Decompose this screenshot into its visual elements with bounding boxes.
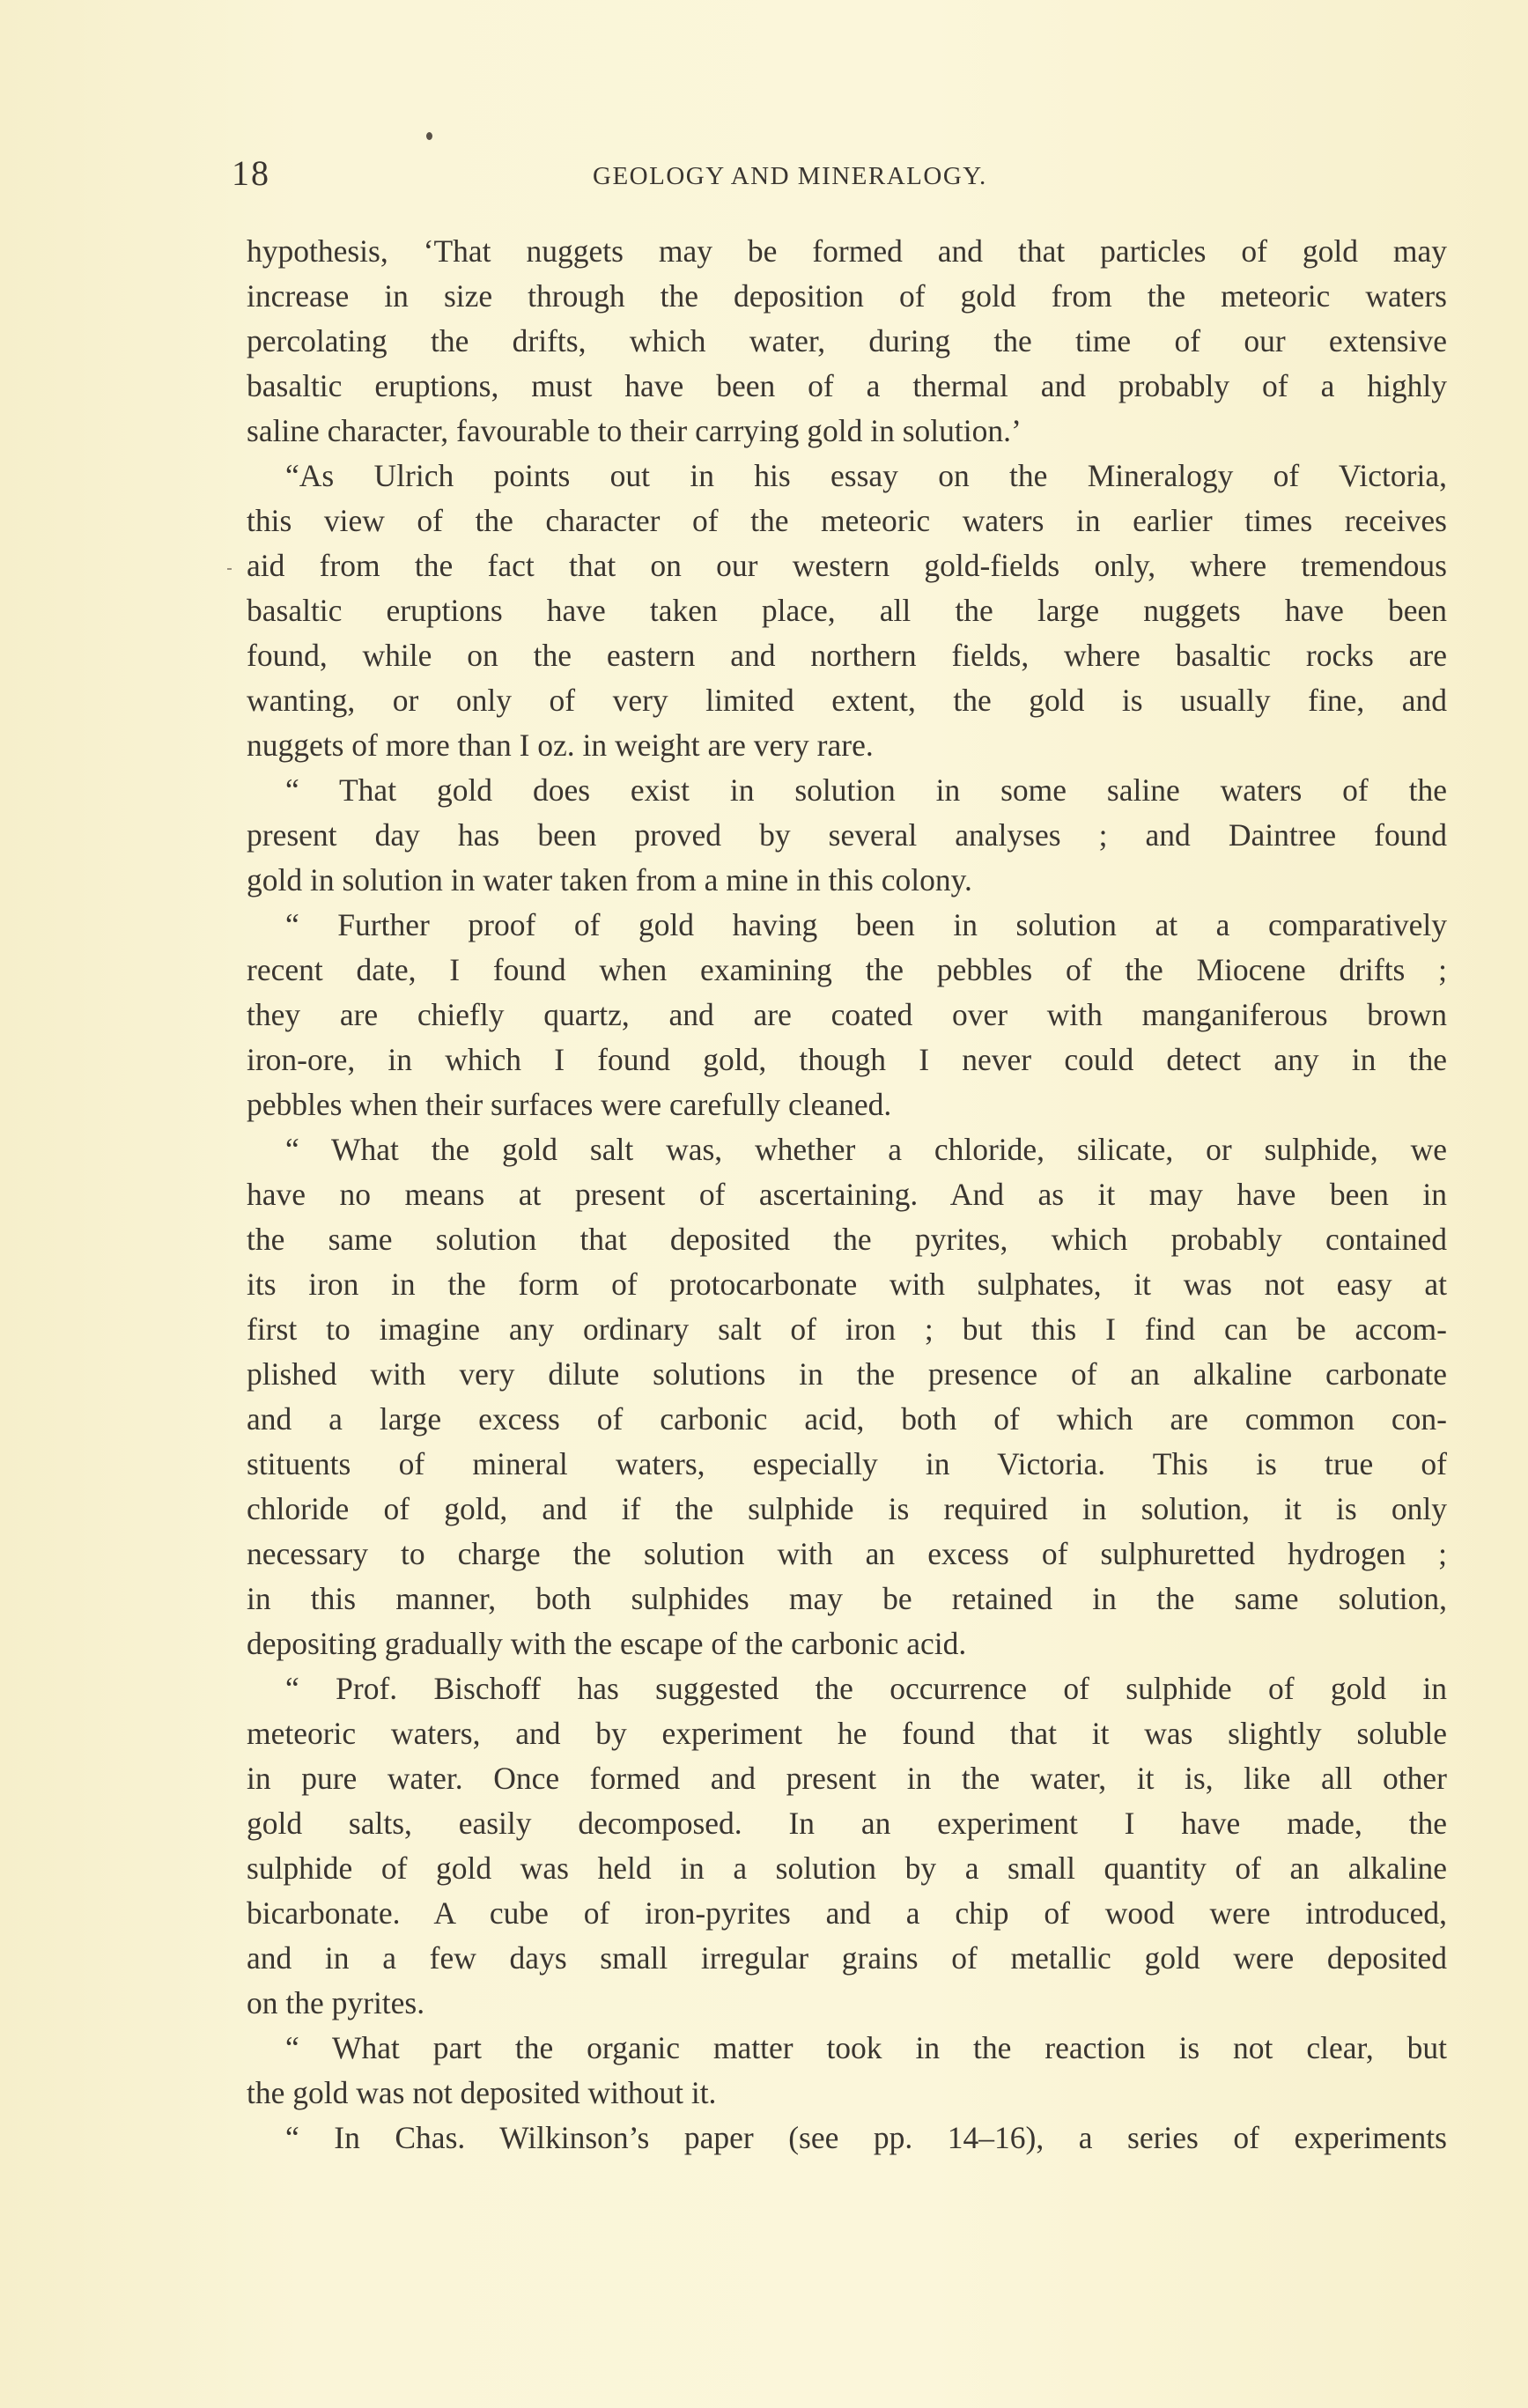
- text-line: hypothesis, ‘That nuggets may be formed and that particles of gold may: [247, 233, 1447, 269]
- text-line: “As Ulrich points out in his essay on the Mineralogy of Victoria,: [285, 458, 1447, 493]
- text-line: gold in solution in water taken from a mine in this colony.: [247, 862, 972, 897]
- text-line: “ Prof. Bischoff has suggested the occurrence of sulphide of gold in: [285, 1671, 1447, 1706]
- running-head: [232, 151, 1447, 196]
- paragraph-2: [247, 454, 1447, 768]
- text-line: stituents of mineral waters, especially in Victoria. This is true of: [247, 1446, 1447, 1481]
- text-line: “ Further proof of gold having been in solution at a comparatively: [285, 907, 1447, 942]
- text-line: plished with very dilute solutions in the presence of an alkaline carbonate: [247, 1356, 1447, 1392]
- text-line: nuggets of more than I oz. in weight are very rare.: [247, 728, 874, 763]
- text-line: found, while on the eastern and northern fields, where basaltic rocks are: [247, 638, 1447, 673]
- text-line: present day has been proved by several analyses ; and Daintree found: [247, 817, 1447, 853]
- text-line: saline character, favourable to their carrying gold in solution.’: [247, 413, 1022, 448]
- margin-mark: [227, 568, 232, 570]
- text-line: meteoric waters, and by experiment he found that it was slightly soluble: [247, 1716, 1447, 1751]
- body-text: [247, 229, 1447, 2161]
- paragraph-3: [247, 768, 1447, 903]
- text-line: on the pyrites.: [247, 1985, 425, 2020]
- text-line: percolating the drifts, which water, during the time of our extensive: [247, 323, 1447, 358]
- page-number: 18: [232, 153, 270, 193]
- text-line: in this manner, both sulphides may be retained in the same solution,: [247, 1581, 1447, 1616]
- text-line: have no means at present of ascertaining. And as it may have been in: [247, 1177, 1447, 1212]
- paragraph-5: [247, 1127, 1447, 1666]
- text-line: basaltic eruptions have taken place, all the large nuggets have been: [247, 593, 1447, 628]
- text-line: recent date, I found when examining the pebbles of the Miocene drifts ;: [247, 952, 1447, 987]
- paragraph-4: [247, 903, 1447, 1127]
- paragraph-8: [247, 2116, 1447, 2161]
- text-line: gold salts, easily decomposed. In an experiment I have made, the: [247, 1806, 1447, 1841]
- text-line: wanting, or only of very limited extent, the gold is usually fine, and: [247, 683, 1447, 718]
- text-line: its iron in the form of protocarbonate with sulphates, it was not easy at: [247, 1267, 1447, 1302]
- text-line: depositing gradually with the escape of the carbonic acid.: [247, 1626, 967, 1661]
- ink-speck: [426, 132, 432, 140]
- text-line: first to imagine any ordinary salt of iron ; but this I find can be accom-: [247, 1311, 1447, 1347]
- paragraph-7: [247, 2026, 1447, 2116]
- text-line: “ What part the organic matter took in the reaction is not clear, but: [285, 2030, 1447, 2065]
- text-line: necessary to charge the solution with an excess of sulphuretted hydrogen ;: [247, 1536, 1447, 1571]
- text-line: sulphide of gold was held in a solution by a small quantity of an alkaline: [247, 1850, 1447, 1886]
- running-head-title: GEOLOGY AND MINERALOGY.: [593, 162, 987, 190]
- text-line: chloride of gold, and if the sulphide is required in solution, it is only: [247, 1491, 1447, 1526]
- text-line: the gold was not deposited without it.: [247, 2075, 717, 2110]
- text-line: iron-ore, in which I found gold, though I never could detect any in the: [247, 1042, 1447, 1077]
- text-line: “ What the gold salt was, whether a chloride, silicate, or sulphide, we: [285, 1132, 1447, 1167]
- text-line: the same solution that deposited the pyrites, which probably contained: [247, 1222, 1447, 1257]
- text-line: this view of the character of the meteoric waters in earlier times receives: [247, 503, 1447, 538]
- paragraph-1: [247, 229, 1447, 454]
- text-line: and in a few days small irregular grains of metallic gold were deposited: [247, 1940, 1447, 1976]
- text-line: “ In Chas. Wilkinson’s paper (see pp. 14–16), a series of experiments: [285, 2120, 1447, 2155]
- text-line: bicarbonate. A cube of iron-pyrites and a chip of wood were introduced,: [247, 1895, 1447, 1931]
- paragraph-6: [247, 1666, 1447, 2026]
- text-line: basaltic eruptions, must have been of a thermal and probably of a highly: [247, 368, 1447, 403]
- text-line: increase in size through the deposition of gold from the meteoric waters: [247, 278, 1447, 314]
- text-line: they are chiefly quartz, and are coated over with manganiferous brown: [247, 997, 1447, 1032]
- text-line: and a large excess of carbonic acid, both of which are common con-: [247, 1401, 1447, 1437]
- text-line: “ That gold does exist in solution in some saline waters of the: [285, 772, 1447, 808]
- text-line: pebbles when their surfaces were carefully cleaned.: [247, 1087, 892, 1122]
- text-line: aid from the fact that on our western gold-fields only, where tremendous: [247, 548, 1447, 583]
- text-line: in pure water. Once formed and present in the water, it is, like all other: [247, 1761, 1447, 1796]
